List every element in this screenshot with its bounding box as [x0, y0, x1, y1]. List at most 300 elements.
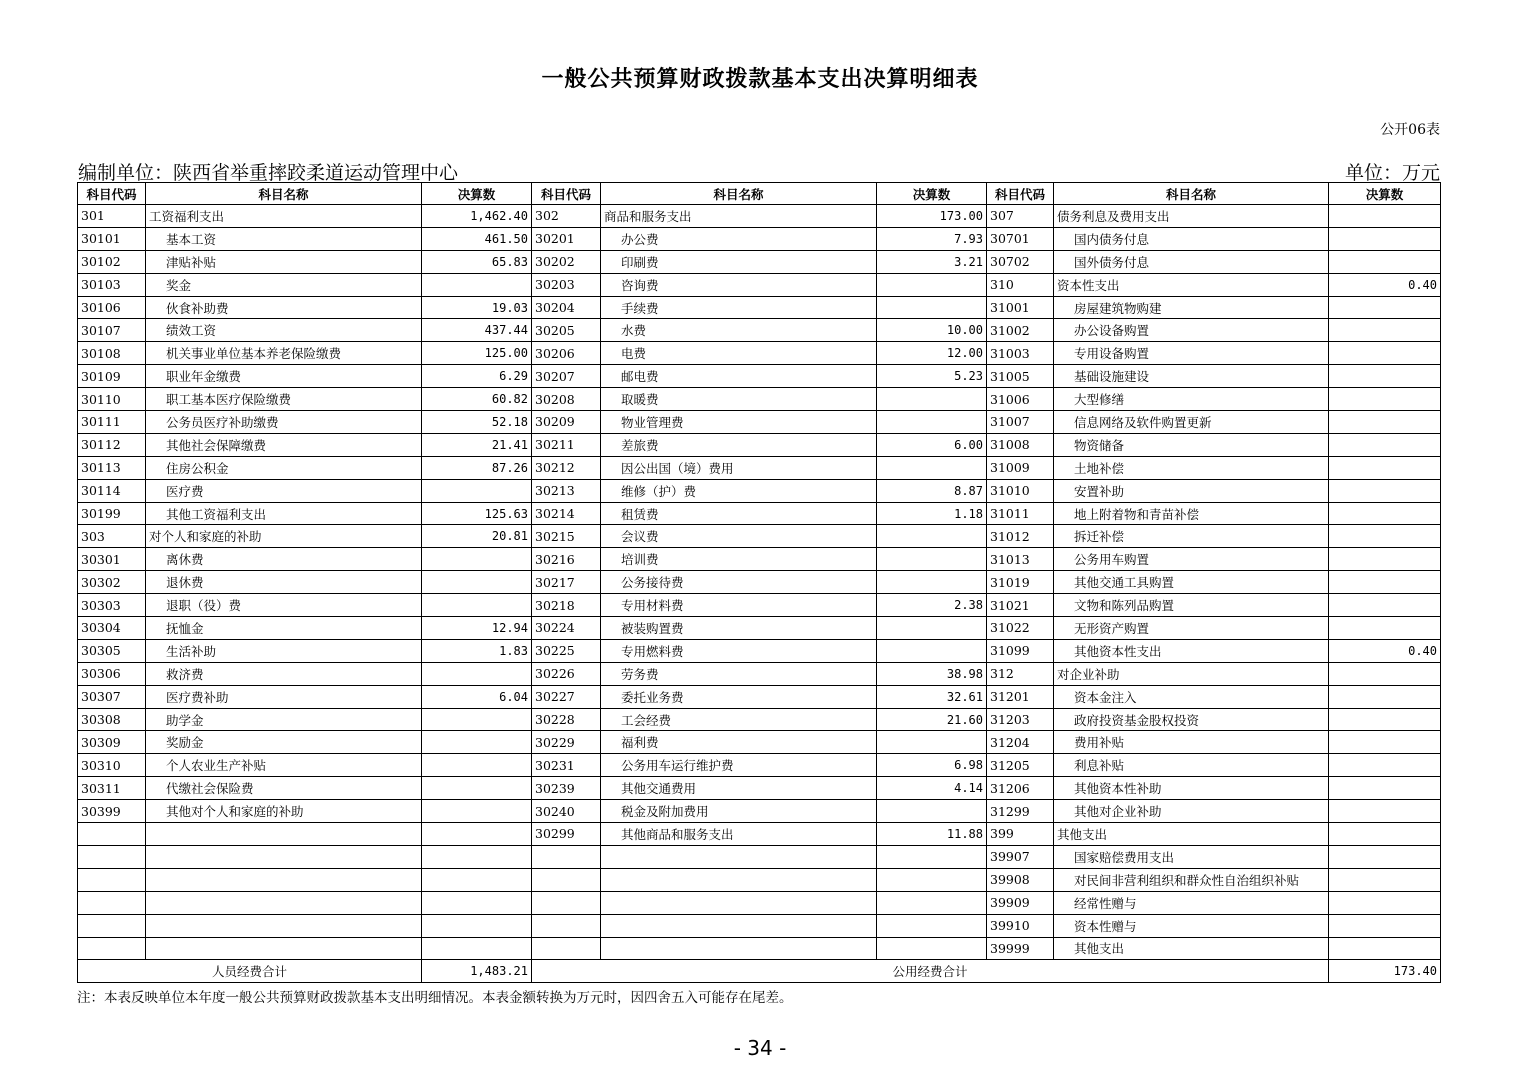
- amount-value: [1329, 891, 1441, 914]
- account-code: 31009: [987, 456, 1054, 479]
- amount-value: [422, 914, 532, 937]
- amount-value: 5.23: [877, 365, 987, 388]
- account-code: 30112: [78, 433, 146, 456]
- account-name: 其他交通费用: [601, 777, 877, 800]
- account-code: 31022: [987, 617, 1054, 640]
- account-name: 经常性赠与: [1054, 891, 1329, 914]
- public-total-value: 173.40: [1329, 960, 1441, 983]
- account-name: 土地补偿: [1054, 456, 1329, 479]
- account-code: 30302: [78, 571, 146, 594]
- amount-value: [1329, 479, 1441, 502]
- account-name: [601, 891, 877, 914]
- account-code: 30207: [532, 365, 601, 388]
- amount-value: [877, 639, 987, 662]
- table-row: [78, 639, 1441, 662]
- account-name: 安置补助: [1054, 479, 1329, 502]
- header-amount-3: 决算数: [1329, 183, 1441, 205]
- amount-value: [877, 388, 987, 411]
- account-code: 30208: [532, 388, 601, 411]
- header-row: [78, 183, 1441, 205]
- account-code: 30114: [78, 479, 146, 502]
- account-code: 31299: [987, 800, 1054, 823]
- account-code: [78, 868, 146, 891]
- account-name: 抚恤金: [146, 617, 422, 640]
- table-row: [78, 777, 1441, 800]
- account-code: 31013: [987, 548, 1054, 571]
- table-row: [78, 845, 1441, 868]
- header-code-2: 科目代码: [532, 183, 601, 205]
- amount-value: 7.93: [877, 227, 987, 250]
- account-name: 基本工资: [146, 227, 422, 250]
- amount-value: 0.40: [1329, 273, 1441, 296]
- account-name: 对民间非营利组织和群众性自治组织补贴: [1054, 868, 1329, 891]
- account-code: 30305: [78, 639, 146, 662]
- account-code: 31005: [987, 365, 1054, 388]
- amount-value: [422, 571, 532, 594]
- account-code: 30301: [78, 548, 146, 571]
- account-name: 培训费: [601, 548, 877, 571]
- table-row: [78, 319, 1441, 342]
- account-name: 拆迁补偿: [1054, 525, 1329, 548]
- account-name: 机关事业单位基本养老保险缴费: [146, 342, 422, 365]
- account-name: 工会经费: [601, 708, 877, 731]
- table-row: [78, 296, 1441, 319]
- compiling-unit: 编制单位：陕西省举重摔跤柔道运动管理中心: [78, 162, 459, 184]
- table-row: [78, 388, 1441, 411]
- account-name: [601, 937, 877, 960]
- account-name: 伙食补助费: [146, 296, 422, 319]
- table-row: [78, 548, 1441, 571]
- table-row: [78, 571, 1441, 594]
- table-row: [78, 937, 1441, 960]
- account-name: 税金及附加费用: [601, 800, 877, 823]
- account-name: 其他支出: [1054, 823, 1329, 846]
- account-code: 30311: [78, 777, 146, 800]
- account-code: 30213: [532, 479, 601, 502]
- header-name-1: 科目名称: [146, 183, 422, 205]
- account-name: 商品和服务支出: [601, 205, 877, 228]
- account-name: 费用补贴: [1054, 731, 1329, 754]
- account-code: 30306: [78, 662, 146, 685]
- amount-value: [877, 891, 987, 914]
- account-name: 退休费: [146, 571, 422, 594]
- account-name: 资本性赠与: [1054, 914, 1329, 937]
- amount-value: 4.14: [877, 777, 987, 800]
- account-code: 303: [78, 525, 146, 548]
- account-code: [532, 914, 601, 937]
- amount-value: [422, 754, 532, 777]
- amount-value: 19.03: [422, 296, 532, 319]
- account-code: [532, 891, 601, 914]
- account-name: 其他对个人和家庭的补助: [146, 800, 422, 823]
- account-name: 福利费: [601, 731, 877, 754]
- account-name: 职工基本医疗保险缴费: [146, 388, 422, 411]
- account-code: 399: [987, 823, 1054, 846]
- account-name: [146, 868, 422, 891]
- account-name: 房屋建筑物购建: [1054, 296, 1329, 319]
- account-code: 30107: [78, 319, 146, 342]
- account-name: 基础设施建设: [1054, 365, 1329, 388]
- account-code: 39910: [987, 914, 1054, 937]
- table-row: [78, 479, 1441, 502]
- header-amount-1: 决算数: [422, 183, 532, 205]
- account-code: [78, 891, 146, 914]
- amount-value: [1329, 411, 1441, 434]
- amount-value: 125.63: [422, 502, 532, 525]
- amount-value: 437.44: [422, 319, 532, 342]
- amount-value: [1329, 205, 1441, 228]
- account-code: 31010: [987, 479, 1054, 502]
- account-code: 302: [532, 205, 601, 228]
- account-name: [146, 937, 422, 960]
- table-row: [78, 273, 1441, 296]
- account-name: 物资储备: [1054, 433, 1329, 456]
- amount-value: [1329, 708, 1441, 731]
- account-code: 39909: [987, 891, 1054, 914]
- header-name-2: 科目名称: [601, 183, 877, 205]
- amount-value: [877, 456, 987, 479]
- account-name: 职业年金缴费: [146, 365, 422, 388]
- amount-value: 65.83: [422, 250, 532, 273]
- account-name: [146, 823, 422, 846]
- account-name: 其他资本性支出: [1054, 639, 1329, 662]
- account-name: 工资福利支出: [146, 205, 422, 228]
- account-code: 30216: [532, 548, 601, 571]
- account-name: 生活补助: [146, 639, 422, 662]
- account-code: 30231: [532, 754, 601, 777]
- account-code: 30109: [78, 365, 146, 388]
- amount-value: 6.98: [877, 754, 987, 777]
- amount-value: 52.18: [422, 411, 532, 434]
- amount-value: [422, 777, 532, 800]
- account-name: 印刷费: [601, 250, 877, 273]
- amount-value: [1329, 754, 1441, 777]
- amount-value: [422, 273, 532, 296]
- account-name: 委托业务费: [601, 685, 877, 708]
- table-row: [78, 731, 1441, 754]
- account-code: 30701: [987, 227, 1054, 250]
- account-code: [78, 914, 146, 937]
- account-name: 津贴补贴: [146, 250, 422, 273]
- account-name: 其他资本性补助: [1054, 777, 1329, 800]
- page-title: 一般公共预算财政拨款基本支出决算明细表: [541, 66, 979, 92]
- amount-value: 87.26: [422, 456, 532, 479]
- table-row: [78, 823, 1441, 846]
- account-name: 物业管理费: [601, 411, 877, 434]
- account-name: 劳务费: [601, 662, 877, 685]
- table-row: [78, 754, 1441, 777]
- account-name: 无形资产购置: [1054, 617, 1329, 640]
- account-code: 30204: [532, 296, 601, 319]
- amount-value: [1329, 937, 1441, 960]
- account-name: 专用设备购置: [1054, 342, 1329, 365]
- table-row: [78, 617, 1441, 640]
- account-code: 30113: [78, 456, 146, 479]
- amount-value: [1329, 433, 1441, 456]
- account-name: 租赁费: [601, 502, 877, 525]
- account-code: 30205: [532, 319, 601, 342]
- amount-value: [877, 914, 987, 937]
- table-row: [78, 227, 1441, 250]
- amount-value: [1329, 777, 1441, 800]
- table-body: [78, 205, 1441, 960]
- account-name: 医疗费: [146, 479, 422, 502]
- personnel-total-label: 人员经费合计: [78, 960, 422, 983]
- table-row: [78, 205, 1441, 228]
- account-name: 电费: [601, 342, 877, 365]
- amount-value: 8.87: [877, 479, 987, 502]
- amount-value: [1329, 525, 1441, 548]
- amount-value: 12.94: [422, 617, 532, 640]
- amount-value: 38.98: [877, 662, 987, 685]
- amount-value: [877, 525, 987, 548]
- table-row: [78, 662, 1441, 685]
- account-name: [601, 914, 877, 937]
- account-code: 30307: [78, 685, 146, 708]
- account-code: 30111: [78, 411, 146, 434]
- amount-value: [877, 617, 987, 640]
- amount-value: 20.81: [422, 525, 532, 548]
- amount-value: 0.40: [1329, 639, 1441, 662]
- account-code: 30310: [78, 754, 146, 777]
- amount-value: [1329, 685, 1441, 708]
- amount-value: 21.41: [422, 433, 532, 456]
- account-code: 31002: [987, 319, 1054, 342]
- account-code: 31019: [987, 571, 1054, 594]
- amount-value: 1.18: [877, 502, 987, 525]
- amount-value: [1329, 800, 1441, 823]
- account-name: 取暖费: [601, 388, 877, 411]
- amount-value: [1329, 296, 1441, 319]
- amount-value: [422, 823, 532, 846]
- amount-value: [1329, 388, 1441, 411]
- amount-value: [877, 845, 987, 868]
- account-code: 30304: [78, 617, 146, 640]
- amount-value: 461.50: [422, 227, 532, 250]
- totals-row: [78, 960, 1441, 983]
- account-name: 其他支出: [1054, 937, 1329, 960]
- account-name: 国内债务付息: [1054, 227, 1329, 250]
- amount-value: [1329, 617, 1441, 640]
- amount-value: 6.04: [422, 685, 532, 708]
- account-name: 公务用车运行维护费: [601, 754, 877, 777]
- amount-value: [1329, 250, 1441, 273]
- account-code: 301: [78, 205, 146, 228]
- table-row: [78, 502, 1441, 525]
- account-name: 国外债务付息: [1054, 250, 1329, 273]
- account-name: 离休费: [146, 548, 422, 571]
- account-code: 30102: [78, 250, 146, 273]
- account-name: 公务用车购置: [1054, 548, 1329, 571]
- personnel-total-value: 1,483.21: [422, 960, 532, 983]
- account-name: 其他对企业补助: [1054, 800, 1329, 823]
- account-name: 资本性支出: [1054, 273, 1329, 296]
- account-code: [78, 845, 146, 868]
- amount-value: 3.21: [877, 250, 987, 273]
- amount-value: [1329, 731, 1441, 754]
- account-name: 个人农业生产补贴: [146, 754, 422, 777]
- account-name: 专用燃料费: [601, 639, 877, 662]
- account-name: 邮电费: [601, 365, 877, 388]
- account-code: 31099: [987, 639, 1054, 662]
- account-code: 31001: [987, 296, 1054, 319]
- account-code: 30203: [532, 273, 601, 296]
- amount-value: 1.83: [422, 639, 532, 662]
- account-code: 30225: [532, 639, 601, 662]
- account-code: 31011: [987, 502, 1054, 525]
- account-name: 政府投资基金股权投资: [1054, 708, 1329, 731]
- account-code: [532, 845, 601, 868]
- amount-value: 11.88: [877, 823, 987, 846]
- account-code: 31204: [987, 731, 1054, 754]
- currency-unit: 单位：万元: [1344, 162, 1440, 184]
- table-row: [78, 365, 1441, 388]
- account-name: 其他交通工具购置: [1054, 571, 1329, 594]
- account-name: 其他商品和服务支出: [601, 823, 877, 846]
- amount-value: 32.61: [877, 685, 987, 708]
- footnote: 注：本表反映单位本年度一般公共预算财政拨款基本支出明细情况。本表金额转换为万元时，因四舍五入可能存在尾差。: [77, 990, 793, 1006]
- account-code: 39999: [987, 937, 1054, 960]
- account-name: 被装购置费: [601, 617, 877, 640]
- account-code: 30226: [532, 662, 601, 685]
- account-code: 31021: [987, 594, 1054, 617]
- account-name: 奖励金: [146, 731, 422, 754]
- header-amount-2: 决算数: [877, 183, 987, 205]
- amount-value: [1329, 662, 1441, 685]
- account-name: 其他社会保障缴费: [146, 433, 422, 456]
- account-name: 对企业补助: [1054, 662, 1329, 685]
- account-name: [601, 845, 877, 868]
- account-code: 30199: [78, 502, 146, 525]
- account-code: 30209: [532, 411, 601, 434]
- account-name: 绩效工资: [146, 319, 422, 342]
- amount-value: [422, 891, 532, 914]
- account-name: 利息补贴: [1054, 754, 1329, 777]
- amount-value: 6.00: [877, 433, 987, 456]
- amount-value: 6.29: [422, 365, 532, 388]
- account-code: 31008: [987, 433, 1054, 456]
- account-code: 30702: [987, 250, 1054, 273]
- account-name: [146, 914, 422, 937]
- account-code: 30217: [532, 571, 601, 594]
- amount-value: [1329, 365, 1441, 388]
- header-code-1: 科目代码: [78, 183, 146, 205]
- table-row: [78, 891, 1441, 914]
- amount-value: [422, 937, 532, 960]
- account-name: 差旅费: [601, 433, 877, 456]
- table-row: [78, 914, 1441, 937]
- amount-value: [422, 800, 532, 823]
- expenditure-table: [77, 182, 1441, 983]
- account-name: [146, 891, 422, 914]
- account-code: 31205: [987, 754, 1054, 777]
- account-name: 地上附着物和青苗补偿: [1054, 502, 1329, 525]
- amount-value: [1329, 319, 1441, 342]
- amount-value: [422, 731, 532, 754]
- account-code: 30211: [532, 433, 601, 456]
- account-code: 31206: [987, 777, 1054, 800]
- amount-value: [877, 548, 987, 571]
- table-row: [78, 525, 1441, 548]
- account-code: 30299: [532, 823, 601, 846]
- account-code: 31201: [987, 685, 1054, 708]
- account-name: 债务利息及费用支出: [1054, 205, 1329, 228]
- table-row: [78, 685, 1441, 708]
- amount-value: [422, 708, 532, 731]
- account-code: [78, 823, 146, 846]
- account-code: 31203: [987, 708, 1054, 731]
- amount-value: [1329, 342, 1441, 365]
- header-name-3: 科目名称: [1054, 183, 1329, 205]
- account-name: 办公费: [601, 227, 877, 250]
- account-code: 30206: [532, 342, 601, 365]
- table-row: [78, 456, 1441, 479]
- amount-value: [1329, 594, 1441, 617]
- account-code: 312: [987, 662, 1054, 685]
- account-code: 30218: [532, 594, 601, 617]
- account-code: 307: [987, 205, 1054, 228]
- account-name: 医疗费补助: [146, 685, 422, 708]
- amount-value: [1329, 914, 1441, 937]
- account-name: 因公出国（境）费用: [601, 456, 877, 479]
- account-name: 文物和陈列品购置: [1054, 594, 1329, 617]
- account-code: 30309: [78, 731, 146, 754]
- account-code: 30212: [532, 456, 601, 479]
- account-name: 会议费: [601, 525, 877, 548]
- account-code: 30103: [78, 273, 146, 296]
- amount-value: 10.00: [877, 319, 987, 342]
- table-row: [78, 800, 1441, 823]
- account-name: 奖金: [146, 273, 422, 296]
- account-name: 资本金注入: [1054, 685, 1329, 708]
- amount-value: [877, 571, 987, 594]
- amount-value: 125.00: [422, 342, 532, 365]
- account-code: 30303: [78, 594, 146, 617]
- table-number: 公开06表: [1380, 122, 1440, 138]
- table-row: [78, 708, 1441, 731]
- account-code: 39907: [987, 845, 1054, 868]
- table-row: [78, 411, 1441, 434]
- amount-value: [877, 868, 987, 891]
- account-code: 30229: [532, 731, 601, 754]
- account-code: 30224: [532, 617, 601, 640]
- amount-value: [422, 845, 532, 868]
- amount-value: [422, 479, 532, 502]
- account-name: 住房公积金: [146, 456, 422, 479]
- amount-value: 2.38: [877, 594, 987, 617]
- account-code: 30101: [78, 227, 146, 250]
- table-row: [78, 250, 1441, 273]
- amount-value: 12.00: [877, 342, 987, 365]
- account-name: 公务员医疗补助缴费: [146, 411, 422, 434]
- amount-value: [1329, 456, 1441, 479]
- account-name: 助学金: [146, 708, 422, 731]
- amount-value: [1329, 571, 1441, 594]
- amount-value: [877, 731, 987, 754]
- amount-value: 21.60: [877, 708, 987, 731]
- account-code: 30108: [78, 342, 146, 365]
- account-code: 30215: [532, 525, 601, 548]
- account-name: 退职（役）费: [146, 594, 422, 617]
- account-code: 30202: [532, 250, 601, 273]
- header-code-3: 科目代码: [987, 183, 1054, 205]
- account-name: 对个人和家庭的补助: [146, 525, 422, 548]
- account-name: 大型修缮: [1054, 388, 1329, 411]
- amount-value: [1329, 502, 1441, 525]
- account-code: 30201: [532, 227, 601, 250]
- amount-value: [422, 548, 532, 571]
- amount-value: [1329, 845, 1441, 868]
